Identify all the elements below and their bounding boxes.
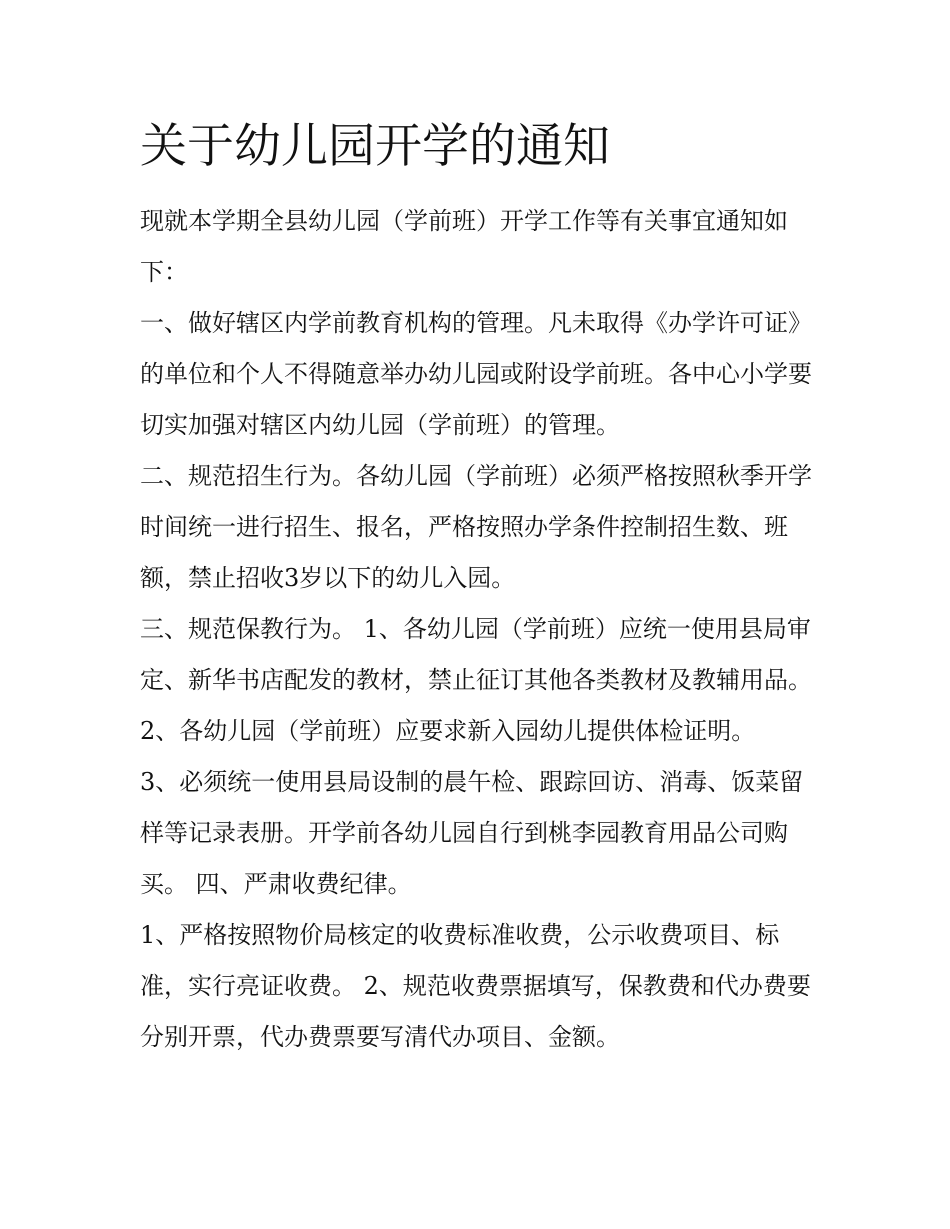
paragraph-section-3-item-2: 2、各幼儿园（学前班）应要求新入园幼儿提供体检证明。 — [140, 717, 756, 745]
paragraph-section-3-item-3: 3、必须统一使用县局设制的晨午检、跟踪回访、消毒、饭菜留样等记录表册。开学前各幼儿园自行到桃李园教育用品公司购买。 四、严肃收费纪律。 — [140, 768, 804, 898]
document-title: 关于幼儿园开学的通知 — [140, 119, 610, 174]
paragraph-section-1: 一、做好辖区内学前教育机构的管理。凡未取得《办学许可证》的单位和个人不得随意举办幼儿园或附设学前班。各中心小学要切实加强对辖区内幼儿园（学前班）的管理。 — [140, 309, 812, 439]
document-body — [140, 112, 812, 1063]
paragraph-section-2: 二、规范招生行为。各幼儿园（学前班）必须严格按照秋季开学时间统一进行招生、报名，严格按照办学条件控制招生数、班额，禁止招收3岁以下的幼儿入园。 — [140, 462, 812, 592]
paragraph-section-4-items: 1、严格按照物价局核定的收费标准收费，公示收费项目、标准，实行亮证收费。 2、规范收费票据填写，保教费和代办费要分别开票，代办费票要写清代办项目、金额。 — [140, 921, 811, 1051]
paragraph-intro: 现就本学期全县幼儿园（学前班）开学工作等有关事宜通知如下： — [140, 207, 788, 286]
paragraph-section-3: 三、规范保教行为。 1、各幼儿园（学前班）应统一使用县局审定、新华书店配发的教材，禁止征订其他各类教材及教辅用品。 — [140, 615, 812, 694]
